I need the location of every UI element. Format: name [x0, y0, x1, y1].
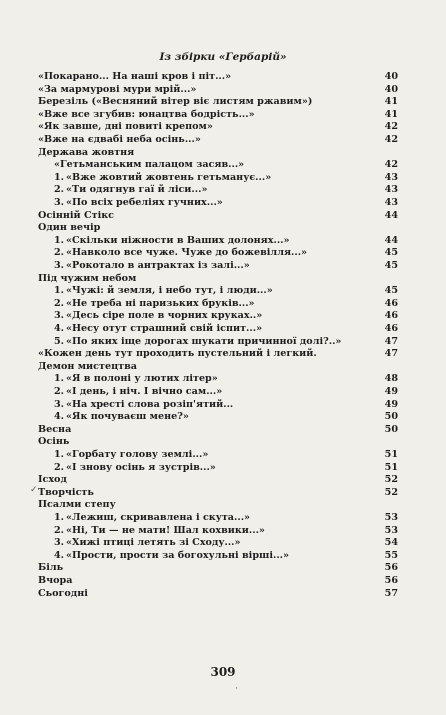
toc-entry	[0, 373, 446, 386]
toc-entry-page: 45	[384, 285, 398, 297]
toc-entry-title: Під чужим небом	[38, 272, 137, 284]
toc-entry	[0, 512, 446, 525]
toc-entry-page: 57	[384, 587, 398, 599]
toc-entry-page: 46	[384, 323, 398, 334]
toc-entry-page: 50	[384, 411, 398, 423]
toc-entry	[0, 285, 446, 298]
toc-entry-page: 45	[384, 247, 398, 259]
toc-entry-page: 43	[384, 171, 398, 183]
toc-entry-title: «І день, і ніч. І вічно сам...»	[66, 386, 223, 397]
toc-entry-page: 46	[384, 310, 398, 322]
toc-entry	[0, 323, 446, 336]
toc-entry-page: 55	[384, 549, 398, 561]
toc-entry-title: «І знову осінь я зустрів...»	[66, 461, 216, 473]
toc-entry-page: 42	[384, 134, 398, 145]
toc-entry-number: 2.	[54, 184, 65, 196]
toc-entry-number: 2.	[54, 247, 65, 259]
toc-entry-number: 1.	[54, 171, 65, 183]
toc-entry	[0, 499, 446, 512]
toc-entry-page: 49	[384, 386, 398, 397]
toc-entry-title: «Покарано... На наші кров і піт...»	[38, 71, 232, 82]
toc-entry-page: 51	[384, 461, 398, 473]
toc-entry-title: «Гетьманським палацом засяв...»	[54, 159, 245, 171]
toc-entry	[0, 449, 446, 462]
toc-entry-page: 49	[384, 398, 398, 410]
toc-entry	[0, 462, 446, 475]
toc-entry-number: 4.	[54, 411, 65, 423]
toc-entry-title: Березіль («Весняний вітер віє листям ржавим»)	[38, 96, 313, 108]
toc-entry-title: «Вже жовтий жовтень гетьманує...»	[66, 171, 272, 183]
toc-entry-title: «Як завше, дні повиті крепом»	[38, 121, 213, 133]
toc-entry-page: 52	[384, 474, 398, 486]
toc-entry-title: «Рокотало в антрактах із залі...»	[66, 260, 250, 271]
toc-entry	[0, 273, 446, 286]
toc-entry	[0, 411, 446, 424]
toc-entry-page: 56	[384, 575, 398, 586]
toc-entry-title: Вчора	[38, 575, 73, 586]
toc-entry-page: 48	[384, 373, 398, 385]
toc-entry-page: 44	[384, 209, 398, 221]
toc-entry	[0, 247, 446, 260]
section-heading: Із збірки «Гербарій»	[159, 51, 287, 63]
toc-entry-title: «На хресті слова розіп'ятий...	[66, 398, 234, 410]
toc-entry-number: 2.	[54, 461, 65, 473]
toc-entry-title: Псалми степу	[38, 499, 116, 511]
toc-entry	[0, 562, 446, 575]
toc-entry	[0, 588, 446, 601]
toc-entry-title: Сьогодні	[38, 587, 88, 599]
toc-entry-title: «За мармурові мури мрій...»	[38, 83, 197, 95]
toc-entry	[0, 575, 446, 588]
toc-entry	[0, 386, 446, 399]
toc-entry	[0, 336, 446, 349]
toc-entry-number: 1.	[54, 449, 65, 460]
page-number: 309	[210, 665, 236, 679]
toc-entry	[0, 184, 446, 197]
toc-entry-title: «Кожен день тут проходить пустельний і легкий.	[38, 348, 317, 360]
toc-entry-number: 3.	[54, 398, 65, 410]
toc-entry	[0, 550, 446, 563]
toc-entry-page: 52	[384, 486, 398, 498]
toc-entry	[0, 84, 446, 97]
toc-entry-title: Осінь	[38, 436, 70, 448]
toc-entry-title: «Чужі: й земля, і небо тут, і люди...»	[66, 285, 273, 297]
toc-entry	[0, 260, 446, 273]
toc-entry-page: 45	[384, 260, 398, 271]
toc-entry-title: «Вже все згубив: юнацтва бодрість...»	[38, 108, 255, 120]
toc-entry-title: «Десь сіре поле в чорних круках..»	[66, 310, 263, 322]
toc-entry-page: 43	[384, 184, 398, 196]
toc-entry	[0, 361, 446, 374]
toc-entry-page: 53	[384, 512, 398, 523]
toc-entry-title: Весна	[38, 423, 72, 435]
toc-entry-page: 56	[384, 562, 398, 574]
toc-entry	[0, 222, 446, 235]
toc-entry-title: «Лежиш, скривавлена і скута...»	[66, 512, 251, 523]
toc-entry	[0, 172, 446, 185]
toc-entry-number: 3.	[54, 310, 65, 322]
toc-entry-page: 42	[384, 159, 398, 171]
toc-entry-page: 51	[384, 449, 398, 460]
toc-entry	[0, 424, 446, 437]
toc-entry	[0, 487, 446, 500]
toc-entry-title: «Ти одягнув гаї й ліси...»	[66, 184, 208, 196]
toc-entry	[0, 121, 446, 134]
toc-entry-title: «Скільки ніжности в Ваших долонях...»	[66, 234, 290, 246]
toc-entry-title: Ісход	[38, 474, 67, 486]
toc-entry-title: Держава жовтня	[38, 146, 135, 158]
toc-entry-page: 53	[384, 524, 398, 536]
toc-entry-number: 2.	[54, 297, 65, 309]
toc-entry-title: «Не треба ні паризьких бруків...»	[66, 297, 255, 309]
toc-entry-page: 40	[384, 83, 398, 95]
toc-entry-page: 40	[384, 71, 398, 82]
toc-entry-number: 3.	[54, 537, 65, 549]
toc-entry-number: 1.	[54, 373, 65, 385]
toc-entry-title: Осінній Стікс	[38, 209, 114, 221]
toc-entry-number: 1.	[54, 512, 65, 523]
toc-entry-title: «По яких іще дорогах шукати причинної долі?..»	[66, 335, 342, 347]
toc-entry	[0, 348, 446, 361]
toc-entry-page: 42	[384, 121, 398, 133]
toc-entry	[0, 399, 446, 412]
toc-entry-number: 4.	[54, 549, 65, 561]
toc-entry-title: «Я в полоні у лютих літер»	[66, 373, 218, 385]
toc-entry-page: 44	[384, 234, 398, 246]
toc-entry-title: «Ні, Ти — не мати! Шал кохвики...»	[66, 524, 265, 536]
toc-entry	[0, 310, 446, 323]
toc-entry-page: 41	[384, 96, 398, 108]
toc-entry-number: 4.	[54, 323, 65, 334]
toc-entry-title: «По всіх ребеліях гучних...»	[66, 197, 223, 208]
toc-entry-title: Творчість	[38, 486, 94, 498]
toc-entry-page: 54	[384, 537, 398, 549]
ink-speck: ·	[235, 684, 238, 694]
toc-entry-title: «Навколо все чуже. Чуже до божевілля...»	[66, 247, 308, 259]
toc-entry-number: 3.	[54, 260, 65, 271]
toc-entry-number: 3.	[54, 197, 65, 208]
toc-entry-number: 2.	[54, 386, 65, 397]
toc-entry	[0, 537, 446, 550]
toc-entry-title: Біль	[38, 562, 64, 574]
toc-entry-number: 1.	[54, 285, 65, 297]
toc-entry	[0, 474, 446, 487]
toc-entry-page: 46	[384, 297, 398, 309]
toc-entry-title: «Горбату голову землі...»	[66, 449, 209, 460]
toc-entry-page: 47	[384, 335, 398, 347]
toc-entry	[0, 210, 446, 223]
toc-entry-title: Один вечір	[38, 222, 101, 234]
toc-entry	[0, 96, 446, 109]
toc-entry	[0, 71, 446, 84]
toc-entry	[0, 147, 446, 160]
toc-entry-title: «Несу отут страшний свій іспит...»	[66, 323, 263, 334]
toc-entry-page: 43	[384, 197, 398, 208]
toc-entry	[0, 525, 446, 538]
toc-entry-title: «Прости, прости за богохульні вірші...»	[66, 549, 290, 561]
toc-entry	[0, 197, 446, 210]
toc-entry	[0, 235, 446, 248]
toc-entry-number: 1.	[54, 234, 65, 246]
toc-entry	[0, 109, 446, 122]
toc-entry	[0, 134, 446, 147]
toc-entry-title: «Як почуваєш мене?»	[66, 411, 189, 423]
toc-entry	[0, 159, 446, 172]
toc-entry-number: 5.	[54, 335, 65, 347]
toc-entry-title: «Хижі птиці летять зі Сходу...»	[66, 537, 241, 549]
margin-pencil-mark: ✓	[30, 485, 38, 495]
toc-entry-page: 50	[384, 423, 398, 435]
toc-entry	[0, 436, 446, 449]
toc-entry-title: Демон мистецтва	[38, 360, 137, 372]
toc-entry	[0, 298, 446, 311]
toc-entry-page: 47	[384, 348, 398, 360]
toc-entry-title: «Вже на єдвабі неба осінь...»	[38, 134, 201, 145]
toc-entry-number: 2.	[54, 524, 65, 536]
toc-entry-page: 41	[384, 108, 398, 120]
